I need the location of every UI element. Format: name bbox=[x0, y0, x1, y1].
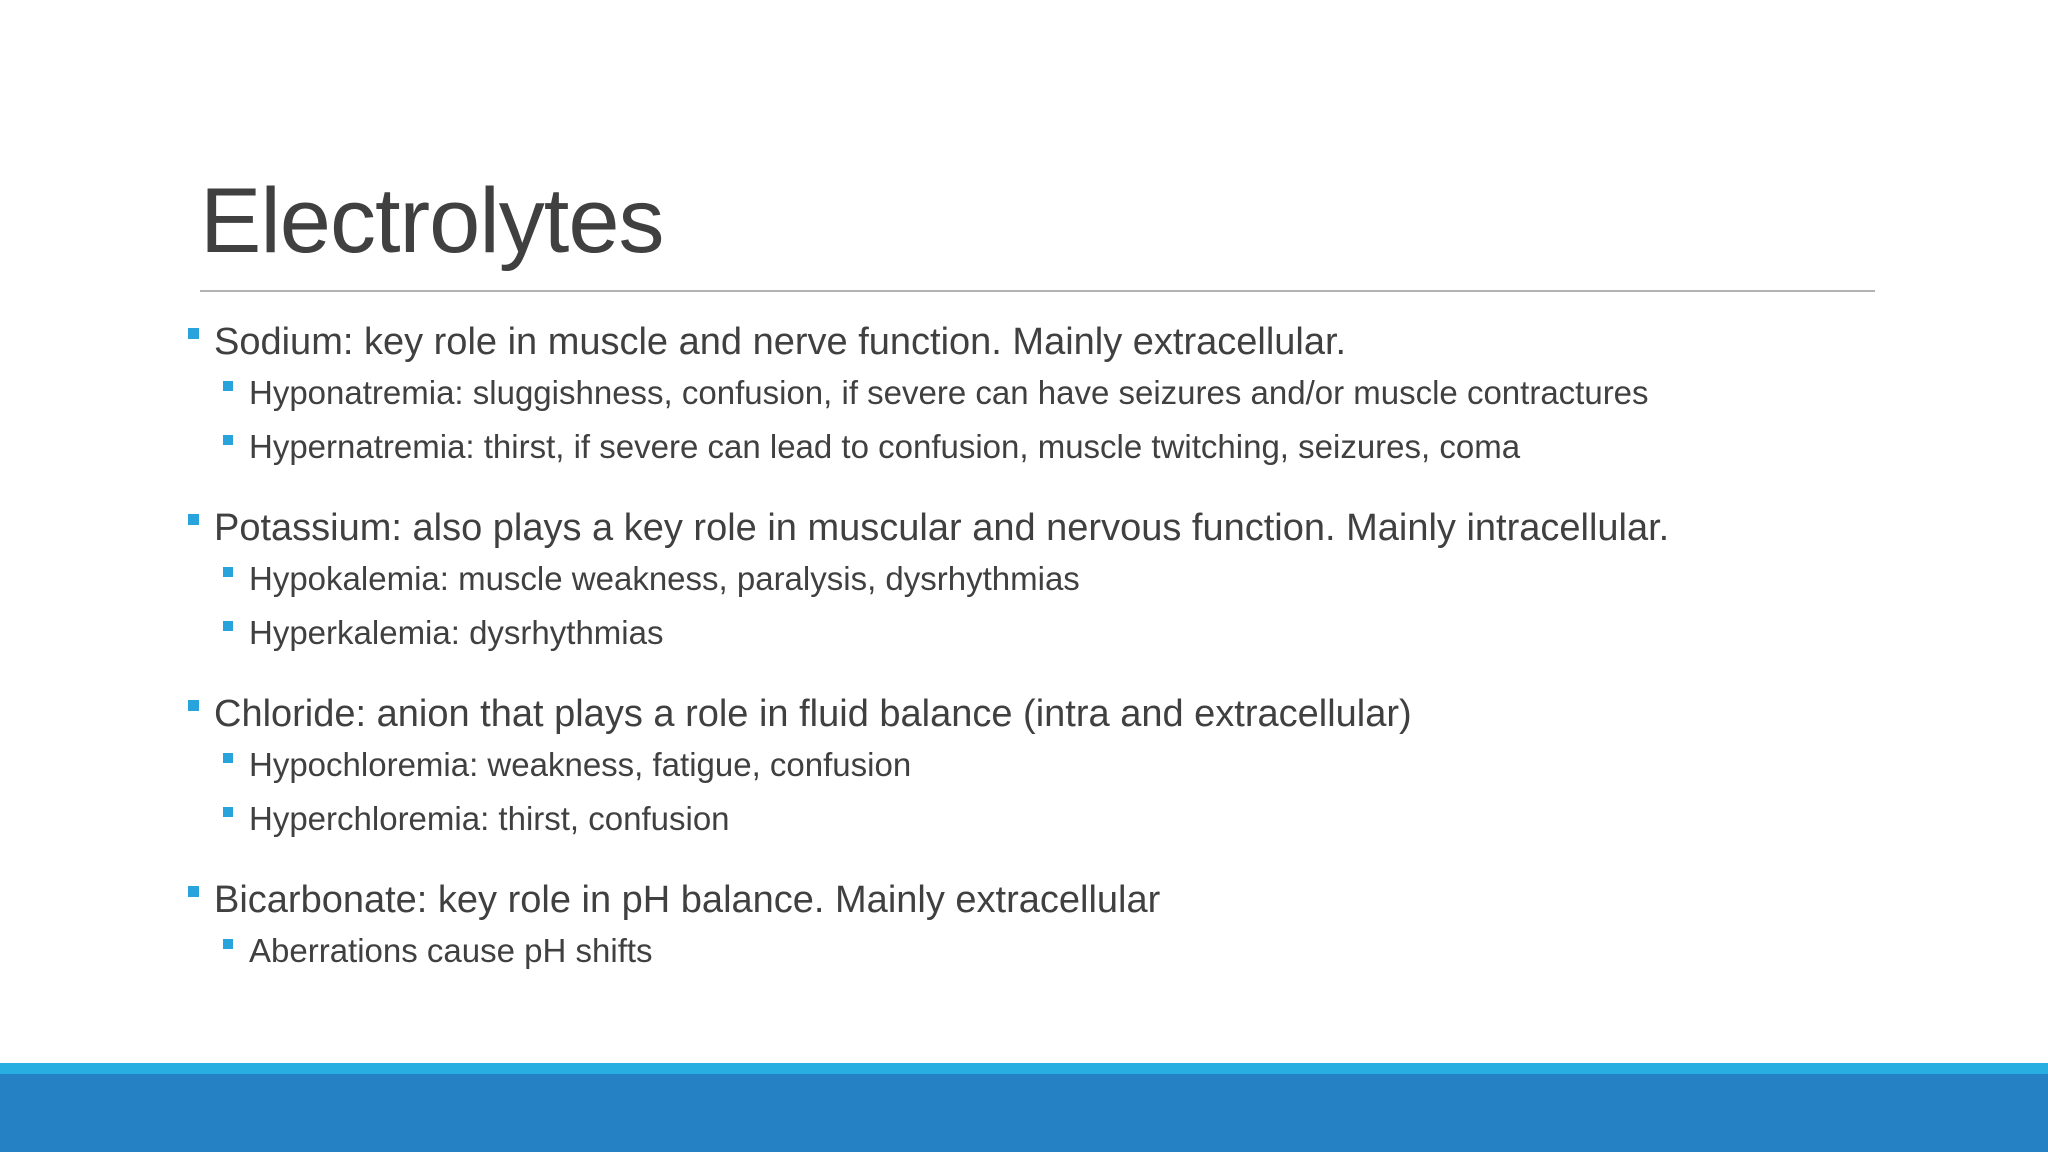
square-bullet-icon bbox=[188, 514, 199, 525]
sub-list-item bbox=[188, 792, 1968, 846]
sub-list-item bbox=[188, 738, 1968, 792]
sub-list-item bbox=[188, 420, 1968, 474]
sub-list-item bbox=[188, 366, 1968, 420]
square-bullet-icon bbox=[223, 807, 233, 817]
sub-list-item-text: Hyperchloremia: thirst, confusion bbox=[249, 800, 730, 837]
list-item-text: Chloride: anion that plays a role in fluid balance (intra and extracellular) bbox=[214, 693, 1412, 735]
sub-list-item-text: Hyponatremia: sluggishness, confusion, if severe can have seizures and/or muscle contractures bbox=[249, 374, 1649, 411]
square-bullet-icon bbox=[223, 753, 233, 763]
square-bullet-icon bbox=[223, 381, 233, 391]
section-chloride bbox=[188, 690, 1968, 846]
list-item-text: Sodium: key role in muscle and nerve function. Mainly extracellular. bbox=[214, 321, 1347, 363]
square-bullet-icon bbox=[188, 886, 199, 897]
sub-list-item bbox=[188, 606, 1968, 660]
list-item bbox=[188, 690, 1968, 738]
list-item bbox=[188, 318, 1968, 366]
list-item bbox=[188, 504, 1968, 552]
square-bullet-icon bbox=[223, 567, 233, 577]
sub-list-item-text: Hypernatremia: thirst, if severe can lead to confusion, muscle twitching, seizures, coma bbox=[249, 428, 1521, 465]
section-potassium bbox=[188, 504, 1968, 660]
square-bullet-icon bbox=[188, 700, 199, 711]
sub-list-item bbox=[188, 924, 1968, 978]
slide-title: Electrolytes bbox=[200, 170, 664, 272]
footer-accent-stripe bbox=[0, 1063, 2048, 1074]
sub-list-item bbox=[188, 552, 1968, 606]
section-bicarbonate bbox=[188, 876, 1968, 978]
square-bullet-icon bbox=[223, 939, 233, 949]
square-bullet-icon bbox=[223, 435, 233, 445]
title-divider bbox=[200, 290, 1875, 292]
list-item-text: Bicarbonate: key role in pH balance. Mainly extracellular bbox=[214, 879, 1161, 921]
square-bullet-icon bbox=[223, 621, 233, 631]
sub-list-item-text: Hypochloremia: weakness, fatigue, confusion bbox=[249, 746, 912, 783]
bullet-list bbox=[188, 318, 1968, 1008]
square-bullet-icon bbox=[188, 328, 199, 339]
sub-list-item-text: Hyperkalemia: dysrhythmias bbox=[249, 614, 664, 651]
list-item-text: Potassium: also plays a key role in muscular and nervous function. Mainly intracellular. bbox=[214, 507, 1670, 549]
section-sodium bbox=[188, 318, 1968, 474]
sub-list-item-text: Hypokalemia: muscle weakness, paralysis, dysrhythmias bbox=[249, 560, 1080, 597]
list-item bbox=[188, 876, 1968, 924]
footer-band bbox=[0, 1074, 2048, 1152]
sub-list-item-text: Aberrations cause pH shifts bbox=[249, 932, 653, 969]
